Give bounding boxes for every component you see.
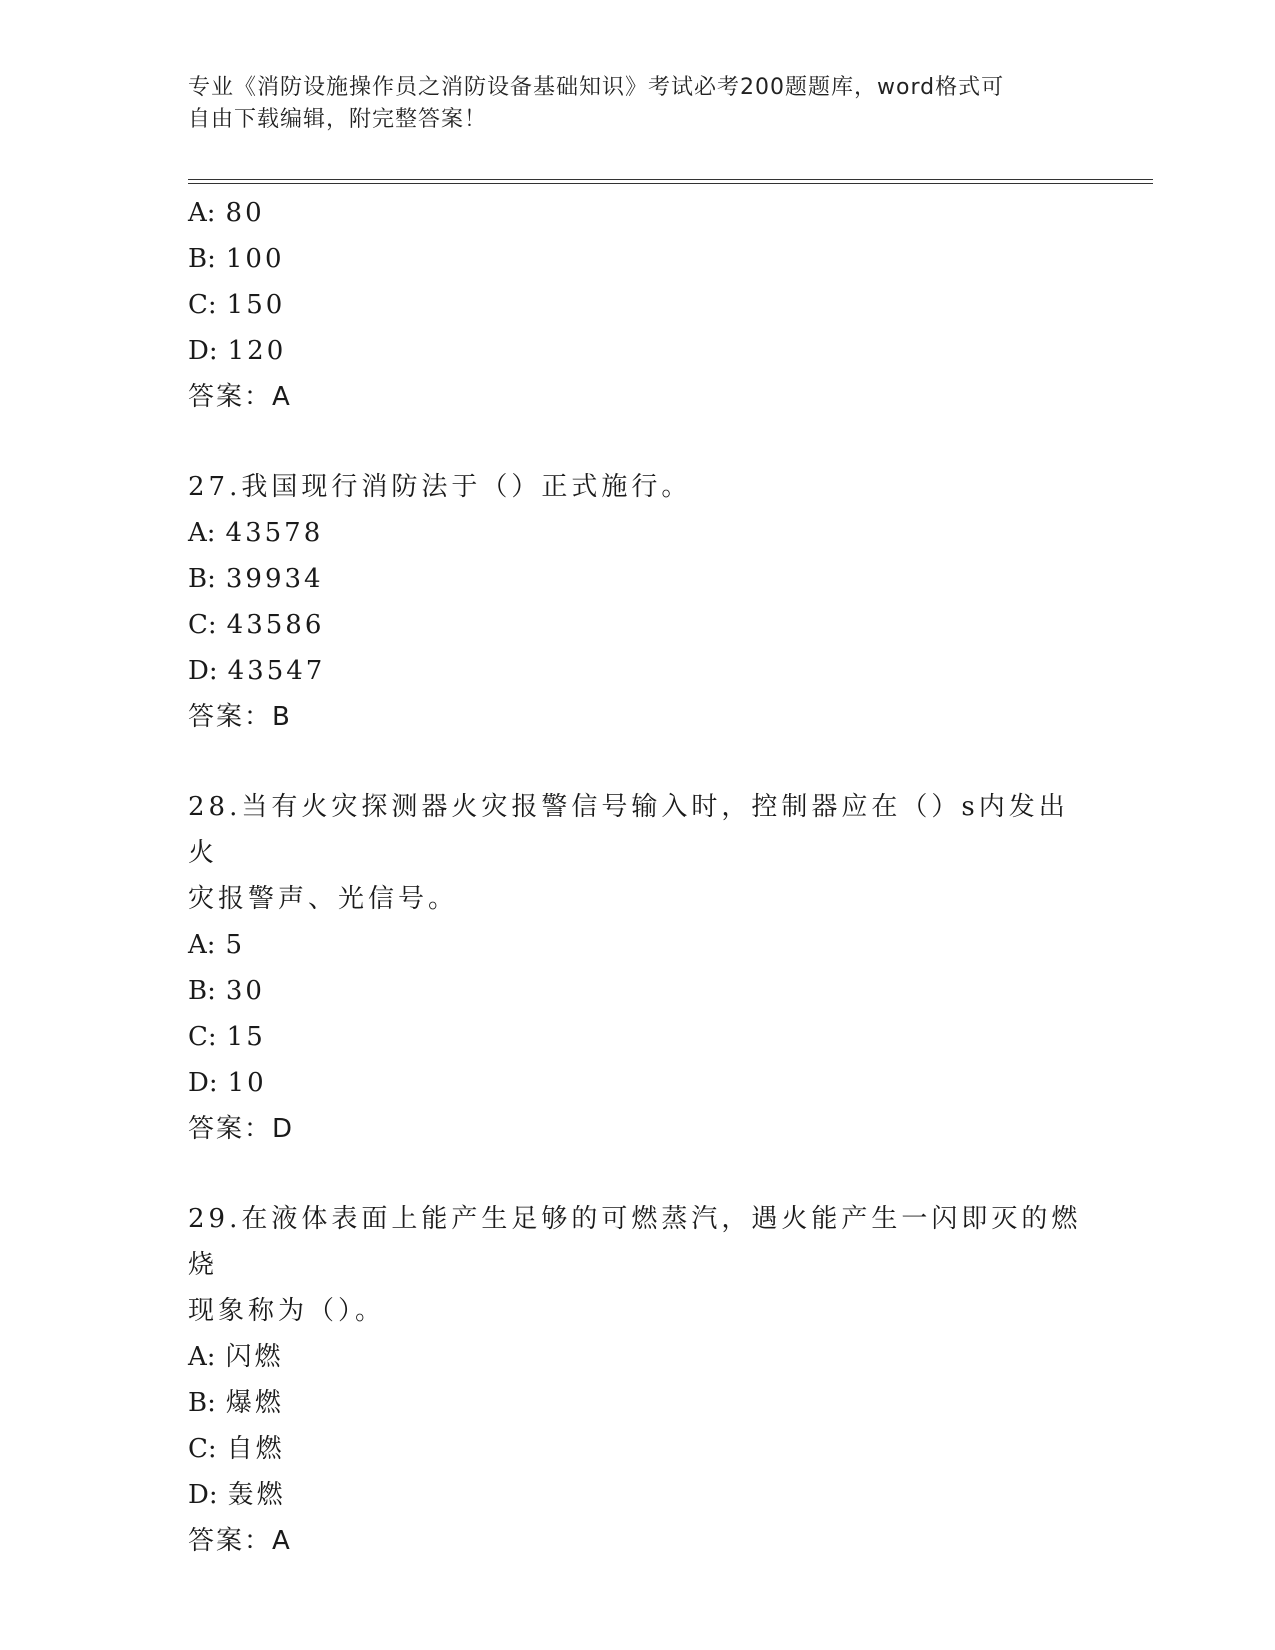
option-a: A: 5	[188, 930, 246, 960]
option-a: A: 43578	[188, 518, 324, 548]
question-27-stem: 27.我国现行消防法于（）正式施行。	[188, 472, 692, 502]
question-26	[188, 190, 1088, 420]
header-divider-bottom	[188, 183, 1153, 184]
option-d: D: 120	[188, 336, 287, 366]
option-b: B: 30	[188, 976, 265, 1006]
question-27	[188, 464, 1088, 740]
option-b: B: 39934	[188, 564, 324, 594]
question-list	[188, 190, 1088, 1564]
question-29	[188, 1196, 1088, 1564]
option-a: A: 80	[188, 198, 265, 228]
header-divider-top	[188, 179, 1153, 180]
option-c: C: 15	[188, 1022, 266, 1052]
option-d: D: 43547	[188, 656, 326, 686]
answer-26: 答案：A	[188, 382, 292, 412]
option-a: A: 闪燃	[188, 1342, 284, 1372]
option-c: C: 自燃	[188, 1434, 285, 1464]
answer-27: 答案：B	[188, 702, 292, 732]
question-28	[188, 784, 1088, 1152]
header-line-2: 自由下载编辑，附完整答案！	[188, 107, 488, 132]
question-28-stem-line-1: 28.当有火灾探测器火灾报警信号输入时，控制器应在（）s内发出火	[188, 792, 1069, 868]
answer-28: 答案：D	[188, 1114, 295, 1144]
question-29-stem-line-1: 29.在液体表面上能产生足够的可燃蒸汽，遇火能产生一闪即灭的燃烧	[188, 1204, 1082, 1280]
option-c: C: 150	[188, 290, 286, 320]
question-28-stem-line-2: 灾报警声、光信号。	[188, 884, 459, 914]
answer-29: 答案：A	[188, 1526, 292, 1556]
option-c: C: 43586	[188, 610, 325, 640]
option-d: D: 10	[188, 1068, 267, 1098]
document-header	[188, 72, 1068, 136]
option-b: B: 100	[188, 244, 285, 274]
header-line-1: 专业《消防设施操作员之消防设备基础知识》考试必考200题题库，word格式可	[188, 75, 1005, 100]
option-d: D: 轰燃	[188, 1480, 286, 1510]
question-29-stem-line-2: 现象称为（）。	[188, 1296, 386, 1326]
option-b: B: 爆燃	[188, 1388, 284, 1418]
